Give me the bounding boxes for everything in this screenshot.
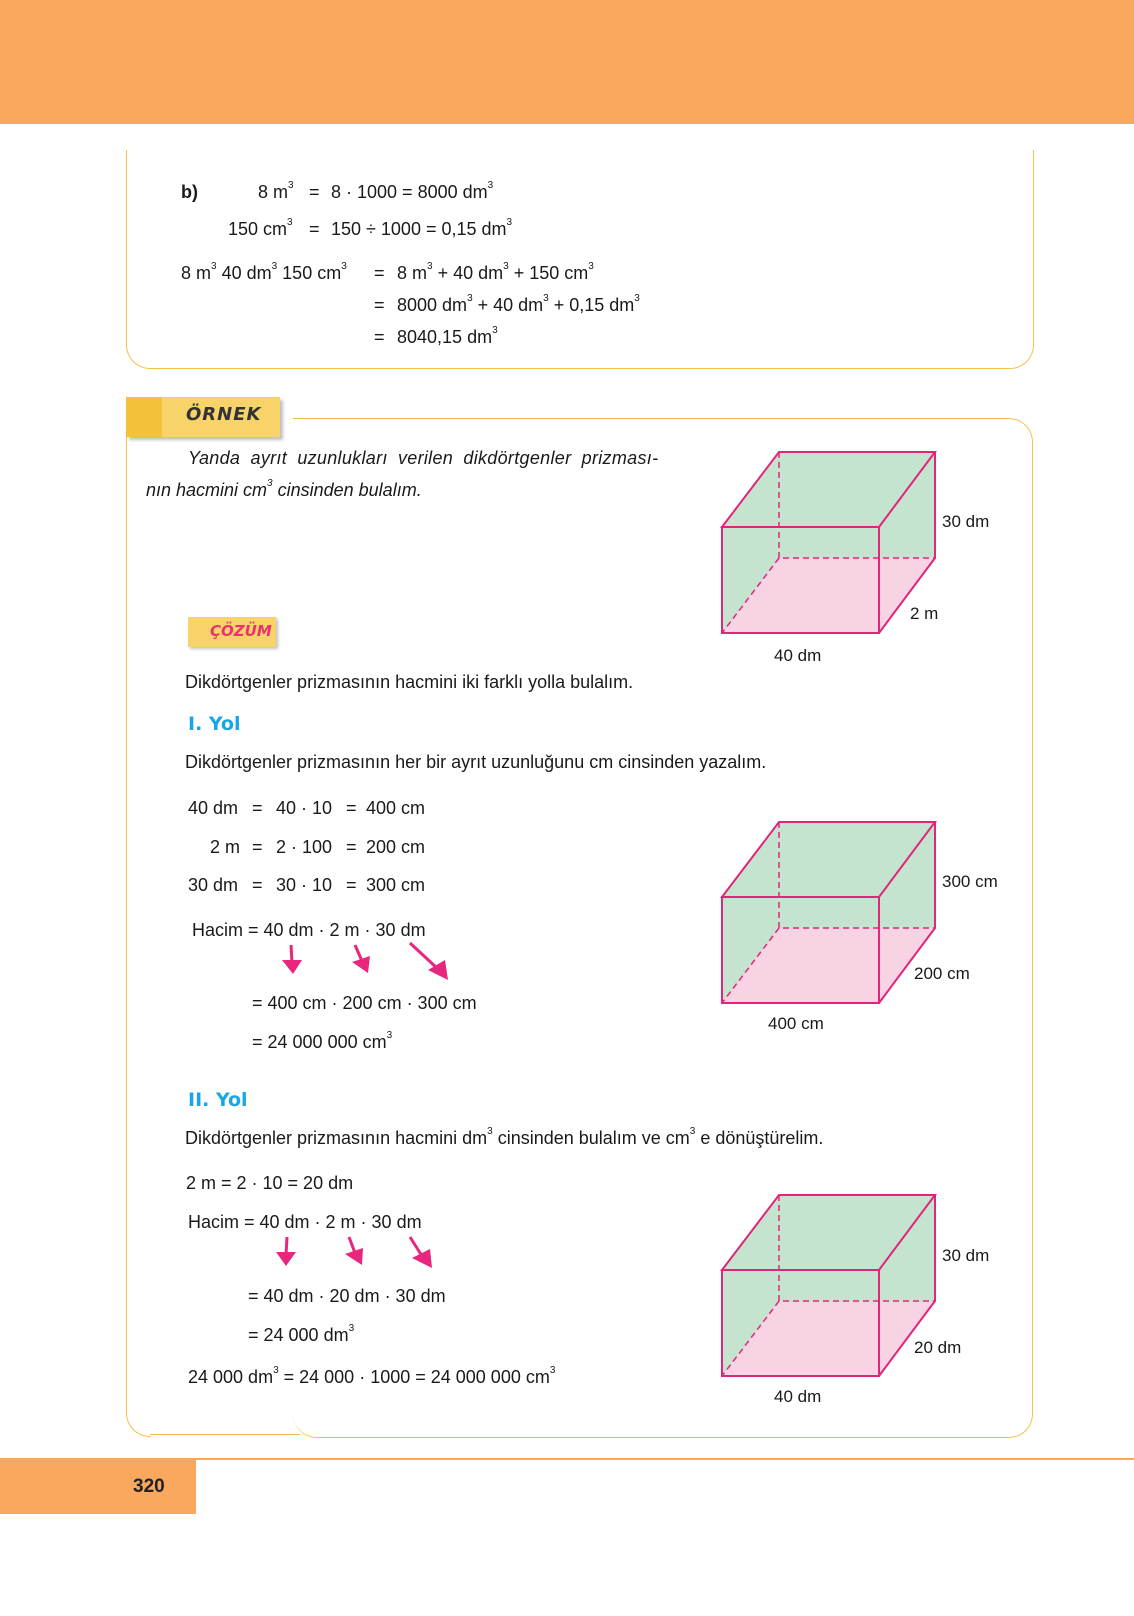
- eq-sign: =: [374, 327, 385, 347]
- fig2-height-label: 300 cm: [942, 872, 998, 891]
- conv-1-c: 40 · 10: [276, 798, 333, 818]
- arrow-down-icon: [282, 960, 302, 974]
- method-2-final: 24 000 $dm^3 = 24$ 000 · 1000 = 24 000 000 $cm^3$: [188, 1365, 556, 1387]
- method-2-title: II. Yol: [188, 1089, 248, 1111]
- eq-row-1: [258, 182, 294, 203]
- method-2-volume: Hacim = 40 dm · 2 m · 30 dm: [188, 1212, 422, 1232]
- conv-2-eq: =: [252, 837, 263, 857]
- example-text-line-1: Yanda ayrıt uzunlukları verilen dikdörtgenler prizması-: [188, 448, 659, 468]
- solution-intro: Dikdörtgenler prizmasının hacmini iki farklı yolla bulalım.: [185, 672, 634, 692]
- method-2-step-1: = 40 dm · 20 dm · 30 dm: [248, 1286, 446, 1306]
- method-2-conv: 2 m = 2 · 10 = 20 dm: [186, 1173, 354, 1193]
- conv-3-c: 30 · 10: [276, 875, 333, 895]
- example-frame-left: [126, 470, 151, 1437]
- exponent: 3: [288, 180, 294, 191]
- eq-row-4: 8000 $dm^3 + 40$ $dm^3 + 0,15$ $dm^3$: [397, 293, 640, 315]
- exponent: 3: [287, 217, 293, 228]
- conv-1-e: 400 cm: [366, 798, 426, 818]
- example-frame-bottom: [150, 1434, 300, 1435]
- method-1-step-2: = 24 000 000 $cm^3$: [252, 1030, 393, 1052]
- method-2-desc: Dikdörtgenler prizmasının hacmini $dm^3$ cinsinden bulalım ve $cm^3$ e dönüştürelim.: [185, 1126, 824, 1148]
- prism-1-edges: [722, 452, 942, 642]
- header-band: [0, 0, 1134, 124]
- conv-2-e: 200 cm: [366, 837, 426, 857]
- method-2-arrows: [270, 1232, 470, 1282]
- fig1-height-label: 30 dm: [942, 512, 990, 531]
- method-1-desc: Dikdörtgenler prizmasının her bir ayrıt uzunluğunu cm cinsinden yazalım.: [185, 752, 767, 772]
- conv-1-a: 40 dm: [188, 798, 239, 818]
- exponent: 3: [487, 180, 494, 191]
- conv-3-eq2: =: [346, 875, 357, 895]
- conv-3-a: 30 dm: [188, 875, 239, 895]
- page-number: 320: [133, 1476, 165, 1497]
- fig3-height-label: 30 dm: [942, 1246, 990, 1265]
- eq-text: 150 ÷ 1000 = 0,15 dm: [331, 219, 507, 239]
- eq-sign: =: [374, 263, 385, 283]
- fig1-width-label: 40 dm: [774, 646, 822, 665]
- arrow-down-icon: [276, 1252, 296, 1266]
- example-label: ÖRNEK: [186, 404, 262, 425]
- method-1-title: I. Yol: [188, 713, 241, 735]
- example-frame-left-top: [126, 437, 127, 477]
- method-1-volume: Hacim = 40 dm · 2 m · 30 dm: [192, 920, 426, 940]
- conv-1-eq2: =: [346, 798, 357, 818]
- fig3-depth-label: 20 dm: [914, 1338, 962, 1357]
- eq-text: 8 · 1000 = 8000 dm: [331, 182, 488, 202]
- eq-sign: =: [309, 219, 320, 239]
- eq-row-1-rhs: [331, 182, 493, 203]
- eq-row-3-rhs: 8 $m^3 + 40$ $dm^3 + 150$ $cm^3$: [397, 261, 594, 283]
- eq-row-2-rhs: [331, 219, 512, 240]
- method-1-step-1: = 400 cm · 200 cm · 300 cm: [252, 993, 477, 1013]
- page-number-tab: [0, 1458, 196, 1514]
- solution-label: ÇÖZÜM: [210, 622, 272, 640]
- eq-row-5: 8040,15 $dm^3$: [397, 325, 498, 347]
- exponent: 3: [506, 217, 513, 228]
- fig1-depth-label: 2 m: [910, 604, 939, 623]
- arrow-down-icon: [412, 1249, 432, 1268]
- eq-row-3-lhs: 8 $m^3$ 40 $dm^3$ 150 $cm^3$: [181, 261, 347, 283]
- part-label: b): [181, 182, 198, 202]
- conv-3-eq: =: [252, 875, 263, 895]
- method-1-arrows: [270, 940, 470, 990]
- conv-2-eq2: =: [346, 837, 357, 857]
- eq-text: 150 cm: [228, 219, 288, 239]
- method-2-step-2: = 24 000 $dm^3$: [248, 1323, 355, 1345]
- prism-figure-2: [722, 822, 942, 1012]
- conv-1-eq: =: [252, 798, 263, 818]
- conv-2-c: 2 · 100: [276, 837, 333, 857]
- fig2-width-label: 400 cm: [768, 1014, 824, 1033]
- eq-text: 8 m: [258, 182, 289, 202]
- prism-figure-3: [722, 1195, 942, 1385]
- fig2-depth-label: 200 cm: [914, 964, 970, 983]
- conv-2-a: 2 m: [210, 837, 241, 857]
- eq-row-2: [228, 219, 293, 240]
- eq-sign: =: [309, 182, 320, 202]
- eq-sign: =: [374, 295, 385, 315]
- example-text-line-2: nın hacmini $cm^3$ cinsinden bulalım.: [146, 478, 422, 500]
- fig3-width-label: 40 dm: [774, 1387, 822, 1406]
- conv-3-e: 300 cm: [366, 875, 426, 895]
